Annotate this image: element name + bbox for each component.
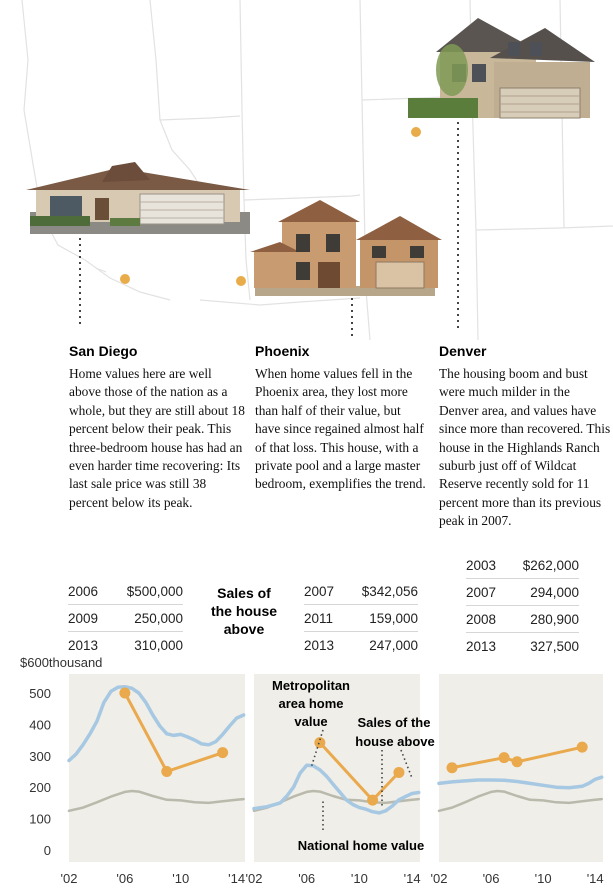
city-description-denver: The housing boom and bust were much milder in the Denver area, and values have since more than recovered. This house in the Highlands Ranch suburb just off of Wildcat Reserve recently sold for 11 percent more than its previous peak in 2007. [439,366,611,529]
sale-price: 250,000 [108,605,183,632]
phoenix-house-image [250,200,442,296]
sale-year: 2013 [304,637,335,653]
x-tick-label: '14 [586,871,604,886]
table-row [466,606,579,633]
x-tick-label: '02 [245,871,263,886]
table-row [304,578,418,605]
chart-panel-background [69,674,245,862]
sale-price: $262,000 [505,552,579,579]
city-description-phoenix: When home values fell in the Phoenix area, they lost more than half of their value, but have since regained almost half of that loss. This house, with a private pool and a large master bedroom, exemplifies the trend. [255,366,426,492]
annotation-metro-home-value: area home [278,696,344,711]
sale-price: 310,000 [134,637,183,653]
region-map [0,0,613,340]
y-tick-label: 500 [29,686,51,701]
table-row [304,605,418,632]
y-tick-label: 100 [29,811,51,827]
sale-year: 2007 [466,579,505,606]
x-tick-label: '14 [228,871,246,886]
x-tick-label: '02 [60,871,78,886]
chart-panel-background [439,674,603,862]
sale-year: 2013 [68,637,99,653]
denver-house-image [408,18,595,118]
sales-heading-line: Sales of [217,585,271,601]
san-diego-location-dot [120,274,130,284]
house-sale-point [512,756,523,767]
annotation-house-sales: house above [355,734,435,749]
san-diego-house-image [26,162,250,234]
sales-table-phoenix [304,578,418,658]
sale-price: $500,000 [108,578,183,605]
annotation-national-home-value: National home value [297,838,425,853]
home-value-charts [0,650,613,891]
sale-year: 2006 [68,578,108,605]
sale-year: 2007 [304,578,344,605]
sale-year: 2011 [304,605,344,632]
x-tick-label: '02 [430,871,448,886]
sale-year: 2003 [466,552,505,579]
house-sale-point [161,766,172,777]
x-tick-label: '06 [482,871,500,886]
sale-price: 247,000 [369,637,418,653]
sales-heading-line: above [223,621,265,637]
x-tick-label: '06 [116,871,134,886]
sales-heading [204,584,284,638]
table-row [68,578,183,605]
sales-table-san-diego [68,578,183,658]
sale-price: $342,056 [344,578,418,605]
house-sale-point [119,688,130,699]
house-sale-point [577,742,588,753]
x-tick-label: '10 [172,871,190,886]
y-tick-label: 400 [29,717,51,733]
city-name-san-diego: San Diego [69,343,138,359]
house-sale-point [393,767,404,778]
sale-price: 327,500 [530,638,579,654]
x-tick-label: '10 [350,871,368,886]
y-tick-label: 300 [29,748,51,764]
sale-year: 2008 [466,606,505,633]
sales-heading-line: the house [210,603,278,619]
annotation-house-sales: Sales of the [357,715,431,730]
table-row [466,552,579,579]
sale-price: 294,000 [505,579,579,606]
annotation-metro-home-value: Metropolitan [272,678,350,693]
city-name-denver: Denver [439,343,487,359]
sale-price: 280,900 [505,606,579,633]
city-name-phoenix: Phoenix [255,343,310,359]
sales-table-denver [466,552,579,659]
sale-year: 2013 [466,638,497,654]
y-tick-label: 0 [43,843,51,858]
house-sale-point [367,795,378,806]
x-tick-label: '10 [534,871,552,886]
table-row [466,579,579,606]
x-tick-label: '06 [298,871,316,886]
sale-price: 159,000 [344,605,418,632]
y-tick-label: 200 [29,780,51,796]
house-sale-point [499,752,510,763]
y-axis-label: $600thousand [20,655,103,670]
house-sale-point [447,762,458,773]
city-description-san-diego: Home values here are well above those of the nation as a whole, but they are still about 18 percent below their peak. This three-bedroom house has had an even harder time recovering: Its last sale price was still 38 percent below its peak. [69,366,245,510]
annotation-metro-home-value: value [294,714,328,729]
house-sale-point [217,747,228,758]
phoenix-location-dot [236,276,246,286]
sale-year: 2009 [68,605,108,632]
denver-location-dot [411,127,421,137]
x-tick-label: '14 [403,871,421,886]
table-row [68,605,183,632]
